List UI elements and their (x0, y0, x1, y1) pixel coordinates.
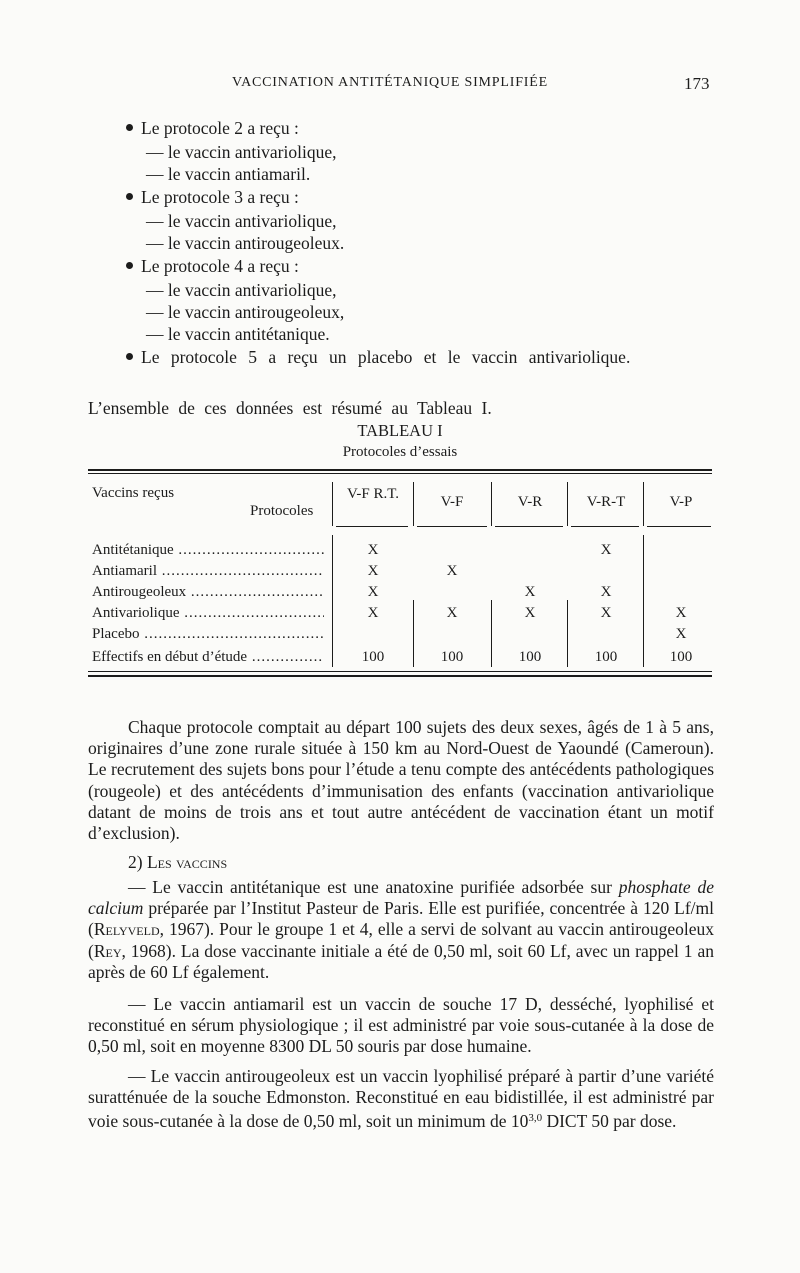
protocol-3-heading: Le protocole 3 a reçu : (126, 187, 299, 209)
table-cell: 100 (669, 649, 693, 665)
page-number: 173 (684, 74, 710, 93)
paragraph-participants: Chaque protocole comptait au départ 100 sujets des deux sexes, âgés de 1 à 5 ans, originaires d’une zone rurale située à 150 km au Nord-Ouest de Yaoundé (Cameroun). Le recrutement des sujets bons pour l’étude a tenu compte des antécédents pathologiques (rougeole) et des antécédents d’immunisation des enfants (vaccination antivariolique datant de moins de trois ans et tout autre antécédent de vaccination étant un motif d’exclusion). (88, 717, 714, 844)
table-cell: X (600, 542, 612, 558)
paragraph-antitetanique: — Le vaccin antitétanique est une anatoxine purifiée adsorbée sur phosphate de calcium préparée par l’Institut Pasteur de Paris. Elle est purifiée, concentrée à 120 Lf/ml (Relyveld, 1967). Pour le groupe 1 et 4, elle a servi de solvant au vaccin antirougeoleux (Rey, 1968). La dose vaccinante initiale a été de 0,50 ml, soit 60 Lf, avec un rappel 1 an après de 60 Lf également. (88, 877, 714, 982)
table-cell: 100 (594, 649, 618, 665)
protocol-3-item: — le vaccin antirougeoleux. (146, 233, 345, 253)
column-header: V-P (669, 494, 693, 510)
table-row-label: Placebo ..... (92, 626, 324, 643)
table-cell: X (367, 605, 379, 621)
table-cell: X (446, 605, 458, 621)
protocol-3-item: — le vaccin antivariolique, (146, 211, 337, 231)
table-cell: 100 (361, 649, 385, 665)
corner-col-label: Protocoles (250, 503, 314, 519)
column-header: V-R-T (586, 494, 626, 510)
table-row-label: Effectifs en début d’étude ..... (92, 649, 324, 666)
table-divider (571, 526, 639, 527)
table-subtitle: Protocoles d’essais (342, 444, 458, 460)
column-header: V-F R.T. (346, 486, 400, 502)
table-bottom-rule (88, 671, 712, 672)
table-divider (332, 535, 333, 667)
protocol-4-item: — le vaccin antivariolique, (146, 280, 337, 300)
table-divider (332, 482, 333, 526)
table-divider (491, 482, 492, 526)
table-divider (647, 526, 711, 527)
paragraph-antirougeoleux: — Le vaccin antirougeoleux est un vaccin lyophilisé préparé à partir d’une variété suratténuée de la souche Edmonston. Reconstitué en eau bidistillée, il est administré par voie sous-cutanée à la dose de 0,50 ml, soit un minimum de 10$^{3,0}$ DICT 50 par dose. (88, 1066, 714, 1132)
table-cell: X (524, 584, 536, 600)
table-cell: X (367, 584, 379, 600)
section-heading: 2) Les vaccins (128, 852, 228, 872)
protocol-4-heading: Le protocole 4 a reçu : (126, 256, 299, 278)
table-cell: X (600, 584, 612, 600)
table-divider (413, 482, 414, 526)
running-title: VACCINATION ANTITÉTANIQUE SIMPLIFIÉE (232, 75, 548, 90)
column-header: V-F (440, 494, 464, 510)
table-top-rule (88, 469, 712, 471)
protocol-4-item: — le vaccin antirougeoleux, (146, 302, 345, 322)
table-cell: 100 (440, 649, 464, 665)
table-row-label: Antiamaril ..... (92, 563, 324, 580)
table-divider (643, 482, 644, 526)
bullet-icon (126, 262, 133, 269)
bullet-icon (126, 353, 133, 360)
table-cell: X (446, 563, 458, 579)
table-bottom-rule-thick (88, 675, 712, 677)
column-header: V-R (517, 494, 543, 510)
table-cell: X (367, 542, 379, 558)
table-cell: X (367, 563, 379, 579)
table-cell: X (675, 626, 687, 642)
table-top-rule-thin (88, 473, 712, 474)
table-row-label: Antitétanique ..... (92, 542, 324, 559)
table-divider (495, 526, 563, 527)
table-cell: X (600, 605, 612, 621)
table-cell: X (675, 605, 687, 621)
bullet-icon (126, 193, 133, 200)
protocol-2-item: — le vaccin antivariolique, (146, 142, 337, 162)
table-row-label: Antirougeoleux ..... (92, 584, 324, 601)
table-title: TABLEAU I (357, 421, 443, 440)
summary-line: L’ensemble de ces données est résumé au Tableau I. (88, 398, 492, 418)
table-divider (567, 482, 568, 526)
protocol-2-item: — le vaccin antiamaril. (146, 164, 311, 184)
bullet-icon (126, 124, 133, 131)
protocol-5-heading: Le protocole 5 a reçu un placebo et le vaccin antivariolique. (126, 347, 630, 369)
table-divider (336, 526, 408, 527)
protocol-4-item: — le vaccin antitétanique. (146, 324, 330, 344)
protocol-2-heading: Le protocole 2 a reçu : (126, 118, 299, 140)
paragraph-antiamaril: — Le vaccin antiamaril est un vaccin de souche 17 D, desséché, lyophilisé et reconstitué en sérum physiologique ; il est administré par voie sous-cutanée à la dose de 0,50 ml, soit en moyenne 8300 DL 50 souris par dose humaine. (88, 994, 714, 1057)
table-cell: X (524, 605, 536, 621)
table-divider (417, 526, 487, 527)
table-row-label: Antivariolique ..... (92, 605, 324, 622)
table-cell: 100 (518, 649, 542, 665)
corner-row-label: Vaccins reçus (92, 485, 175, 501)
